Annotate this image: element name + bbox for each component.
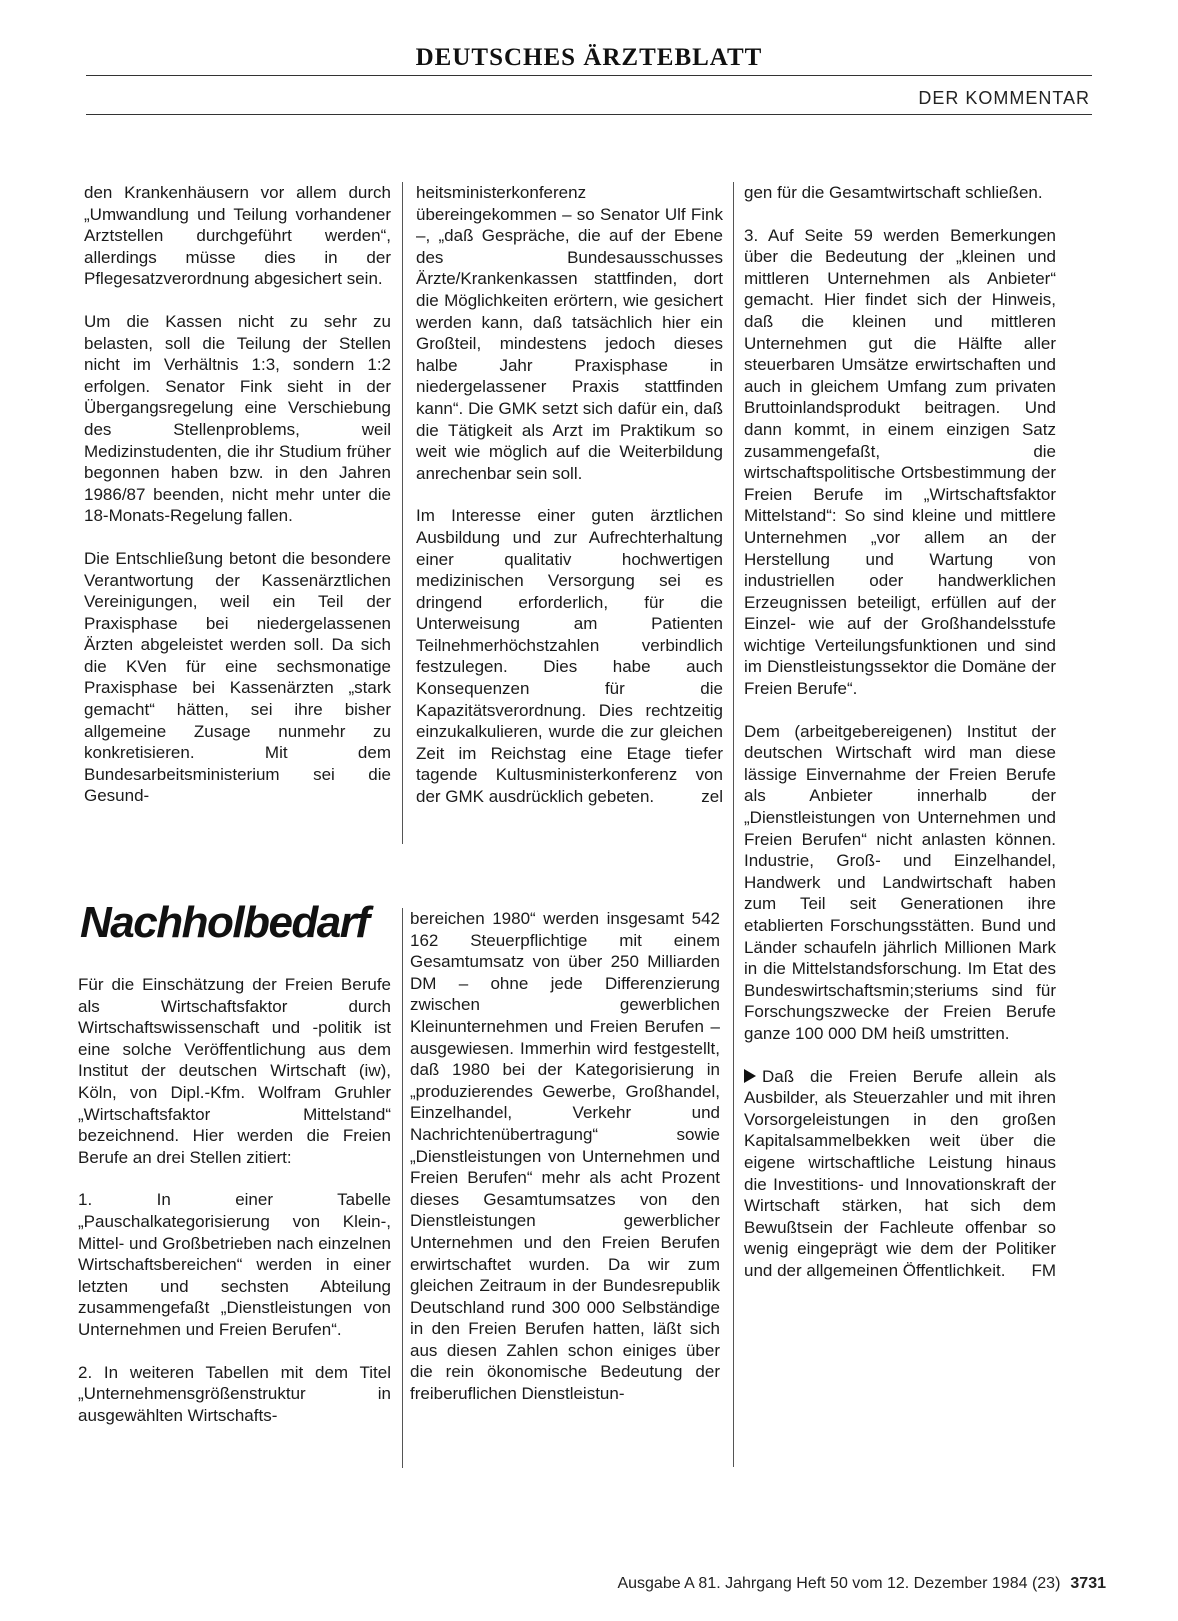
section-rule [86,114,1092,115]
article2-column-3 [744,182,1056,1282]
article2-column-2 [410,908,720,1405]
section-label: DER KOMMENTAR [918,88,1090,108]
article2-column-1 [78,974,391,1426]
triangle-bullet-icon [744,1069,756,1083]
column-divider [402,182,403,844]
paragraph-text: Daß die Freien Berufe allein als Ausbilder, als Steuerzahler und mit ihren Vorsorgeleistungen in den großen Kapitalsammelbekken weit über die eigene wirtschaftliche Leistung hinaus die Investitions- und Innovationskraft der Wirtschaft stärken, hat sich dem Bewußtsein der Fachleute offenbar so wenig eingeprägt wie dem der Politiker und der allgemeinen Öffentlichkeit. [744,1066,1056,1280]
paragraph: 1. In einer Tabelle „Pauschalkategorisierung von Klein-, Mittel- und Großbetrieben nach einzelnen Wirtschaftsbereichen“ werden in einer letzten und sechsten Abteilung zusammengefaßt „Dienstleistungen von Unternehmen und Freien Berufen“. [78,1190,391,1339]
page-footer [617,1575,1106,1593]
paragraph [744,1066,1056,1282]
paragraph: heitsministerkonferenz übereingekommen – so Senator Ulf Fink –, „daß Gespräche, die auf der Ebene des Bundesausschusses Ärzte/Krankenkassen stattfinden, dort die Möglichkeiten erörtern, wie gesichert werden kann, daß tatsächlich hier ein Großteil, mindestens jedoch dieses halbe Jahr Praxisphase in niedergelassener Praxis stattfinden kann“. Die GMK setzt sich dafür ein, daß die Tätigkeit als Arzt im Praktikum so weit wie möglich auf die Weiterbildung anrechenbar sein soll. [416,183,723,483]
article1-column-2 [416,182,723,808]
author-signature: FM [1031,1260,1056,1280]
masthead-rule [86,75,1092,76]
column-divider [402,908,403,1468]
paragraph [416,505,723,807]
paragraph-text: Im Interesse einer guten ärztlichen Ausbildung und zur Aufrechterhaltung einer qualitativ hochwertigen medizinischen Versorgung sei es dringend erforderlich, für die Unterweisung am Patienten Teilnehmerhöchstzahlen verbindlich festzulegen. Dies habe auch Konsequenzen für die Kapazitätsverordnung. Dies rechtzeitig einzukalkulieren, wurde die zur gleichen Zeit im Reichstag eine Etage tiefer tagende Kultusministerkonferenz von der GMK ausdrücklich gebeten. [416,506,723,807]
paragraph: den Krankenhäusern vor allem durch „Umwandlung und Teilung vorhandener Arztstellen durchgeführt werden“, allerdings müsse dies in der Pflegesatzverordnung abgesichert sein. [84,183,391,289]
paragraph: Die Entschließung betont die besondere Verantwortung der Kassenärztlichen Vereinigungen, weil ein Teil der Praxisphase bei niedergelassenen Ärzten abgeleistet werden soll. Da sich die KVen für eine sechsmonatige Praxisphase bei Kassenärzten „stark gemacht“ hätten, sei ihre bisher allgemeine Zusage nunmehr zu konkretisieren. Mit dem Bundesarbeitsministerium sei die Gesund- [84,548,391,806]
paragraph: Für die Einschätzung der Freien Berufe als Wirtschaftsfaktor durch Wirtschaftswissenschaft und -politik ist eine solche Veröffentlichung aus dem Institut der deutschen Wirtschaft (iw), Köln, von Dipl.-Kfm. Wolfram Gruhler „Wirtschaftsfaktor Mittelstand“ bezeichnend. Hier werden die Freien Berufe an drei Stellen zitiert: [78,975,391,1167]
author-signature: zel [701,787,723,807]
paragraph: bereichen 1980“ werden insgesamt 542 162 Steuerpflichtige mit einem Gesamtumsatz von über 250 Milliarden DM – ohne jede Differenzierung zwischen gewerblichen Kleinunternehmen und Freien Berufen – ausgewiesen. Immerhin wird festgestellt, daß 1980 bei der Kategorisierung in „produzierendes Gewerbe, Großhandel, Einzelhandel, Verkehr und Nachrichtenübertragung“ sowie „Dienstleistungen von Unternehmen und Freien Berufen“ mehr als acht Prozent dieses Gesamtumsatzes von den Dienstleistungen gewerblicher Unternehmen und den Freien Berufen erwirtschaftet wurden. Da wir zum gleichen Zeitraum in der Bundesrepublik Deutschland rund 300 000 Selbständige in den Freien Berufen hatten, läßt sich aus diesen Zahlen schon einiges über die rein ökonomische Bedeutung der freiberuflichen Dienstleistun- [410,909,720,1404]
paragraph: Dem (arbeitgebereigenen) Institut der deutschen Wirtschaft wird man diese lässige Einvernahme der Freien Berufe als Anbieter innerhalb der „Dienstleistungen von Unternehmen und Freien Berufen“ nicht anlasten können. Industrie, Groß- und Einzelhandel, Handwerk und Landwirtschaft haben zum Teil seit Generationen ihre etablierten Forschungsstätten. Bund und Länder schaufeln jährlich Millionen Mark in die Mittelstandsforschung. Im Etat des Bundeswirtschaftsmin;steriums sind für Forschungszwecke der Freien Berufe ganze 100 000 DM heiß umstritten. [744,721,1056,1043]
masthead: DEUTSCHES ÄRZTEBLATT [415,44,763,71]
column-divider [733,182,734,1467]
paragraph: gen für die Gesamtwirtschaft schließen. [744,183,1043,202]
issue-info: Ausgabe A 81. Jahrgang Heft 50 vom 12. Dezember 1984 (23) [617,1575,1061,1592]
paragraph: Um die Kassen nicht zu sehr zu belasten, soll die Teilung der Stellen nicht im Verhältnis 1:3, sondern 1:2 erfolgen. Senator Fink sieht in der Übergangsregelung eine Verschiebung des Stellenproblems, weil Medizinstudenten, die ihr Studium früher begonnen haben bzw. in den Jahren 1986/87 beenden, nicht mehr unter die 18-Monats-Regelung fallen. [84,311,391,526]
article-headline: Nachholbedarf [80,898,369,947]
paragraph: 2. In weiteren Tabellen mit dem Titel „Unternehmensgrößenstruktur in ausgewählten Wirtschafts- [78,1362,391,1425]
page-number: 3731 [1070,1575,1106,1592]
article1-column-1 [84,182,391,807]
paragraph: 3. Auf Seite 59 werden Bemerkungen über die Bedeutung der „kleinen und mittleren Unternehmen als Anbieter“ gemacht. Hier findet sich der Hinweis, daß die kleinen und mittleren Unternehmen gut die Hälfte aller steuerbaren Umsätze erwirtschaften und auch in gleichem Umfang zum privaten Bruttoinlandsprodukt beitragen. Und dann kommt, in einem einzigen Satz zusammengefaßt, die wirtschaftspolitische Ortsbestimmung der Freien Berufe im „Wirtschaftsfaktor Mittelstand“: So sind kleine und mittlere Unternehmen „vor allem an der Herstellung und Wartung von industriellen oder handwerklichen Erzeugnissen beteiligt, erfüllen auf der Einzel- wie auf der Großhandelsstufe wichtige Verteilungsfunktionen und sind im Dienstleistungssektor die Domäne der Freien Berufe“. [744,225,1056,699]
